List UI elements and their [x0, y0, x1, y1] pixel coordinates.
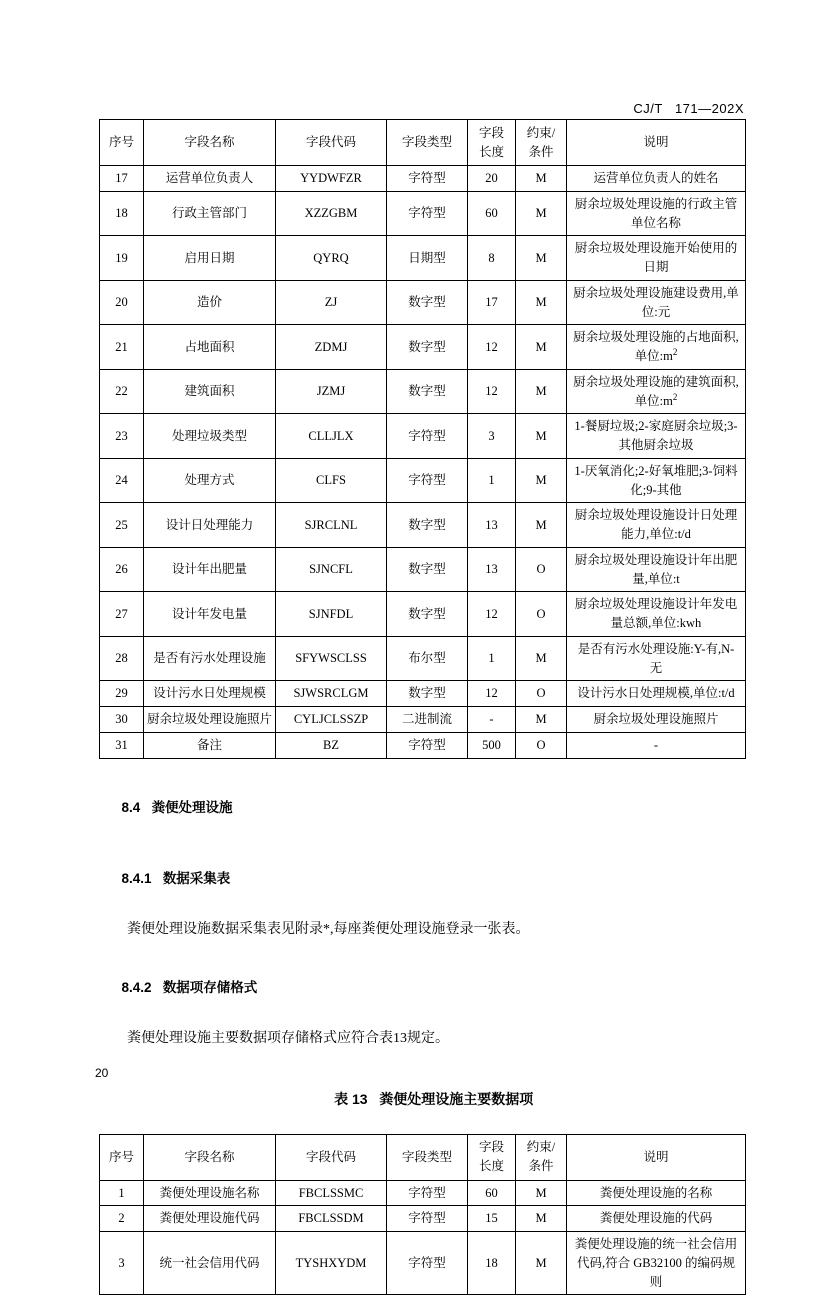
cell-constraint: M [516, 280, 567, 325]
cell-field-type: 二进制流 [387, 707, 468, 733]
caption-gap [368, 1091, 380, 1107]
cell-field-name: 统一社会信用代码 [144, 1232, 276, 1295]
cell-field-code: ZJ [276, 280, 387, 325]
cell-constraint: M [516, 503, 567, 548]
column-header-constraint [516, 1134, 567, 1180]
cell-field-code: FBCLSSMC [276, 1180, 387, 1206]
cell-description: - [567, 732, 746, 758]
column-header-field-length-line2: 长度 [471, 1157, 512, 1176]
column-header-seq: 序号 [100, 120, 144, 166]
section-number-8-4-2: 8.4.2 [122, 980, 152, 995]
cell-field-code: BZ [276, 732, 387, 758]
cell-field-type: 字符型 [387, 1232, 468, 1295]
section-title-8-4: 粪便处理设施 [152, 800, 233, 815]
cell-field-code: CLLJLX [276, 414, 387, 459]
table-13 [99, 1134, 746, 1295]
table-row [100, 1180, 746, 1206]
cell-seq: 27 [100, 592, 144, 637]
page-number: 20 [95, 1066, 108, 1080]
cell-seq: 21 [100, 325, 144, 370]
cell-seq: 18 [100, 191, 144, 236]
cell-field-type: 字符型 [387, 458, 468, 503]
cell-seq: 24 [100, 458, 144, 503]
cell-field-length: 12 [468, 681, 516, 707]
cell-field-code: SJNFDL [276, 592, 387, 637]
heading-gap-2 [152, 871, 163, 886]
column-header-field-length-line1: 字段 [471, 124, 512, 143]
running-header-standard-code: CJ/T 171—202X [633, 101, 744, 116]
column-header-constraint-line2: 条件 [519, 143, 563, 162]
cell-field-length: 13 [468, 547, 516, 592]
table-row [100, 236, 746, 281]
cell-constraint: M [516, 1180, 567, 1206]
heading-gap [140, 800, 151, 815]
cell-seq: 28 [100, 636, 144, 681]
cell-field-name: 建筑面积 [144, 369, 276, 414]
table-row [100, 1232, 746, 1295]
cell-field-code: CLFS [276, 458, 387, 503]
section-number-8-4: 8.4 [122, 800, 141, 815]
cell-field-code: YYDWFZR [276, 166, 387, 192]
table-row [100, 681, 746, 707]
table-12-continued [99, 119, 746, 759]
cell-field-length: 12 [468, 325, 516, 370]
table-row [100, 166, 746, 192]
cell-field-length: 15 [468, 1206, 516, 1232]
cell-field-name: 设计污水日处理规模 [144, 681, 276, 707]
cell-constraint: M [516, 1232, 567, 1295]
cell-field-name: 启用日期 [144, 236, 276, 281]
column-header-field-length-line2: 长度 [471, 143, 512, 162]
paragraph-8-4-2: 粪便处理设施主要数据项存储格式应符合表13规定。 [99, 1028, 745, 1049]
heading-gap-3 [152, 980, 163, 995]
column-header-field-name: 字段名称 [144, 1134, 276, 1180]
cell-field-type: 字符型 [387, 1180, 468, 1206]
cell-constraint: M [516, 707, 567, 733]
table-header-row [100, 120, 746, 166]
cell-seq: 2 [100, 1206, 144, 1232]
cell-field-code: SJRCLNL [276, 503, 387, 548]
cell-field-type: 字符型 [387, 414, 468, 459]
cell-field-name: 运营单位负责人 [144, 166, 276, 192]
column-header-constraint [516, 120, 567, 166]
cell-field-type: 数字型 [387, 369, 468, 414]
column-header-description: 说明 [567, 1134, 746, 1180]
cell-description: 是否有污水处理设施:Y-有,N-无 [567, 636, 746, 681]
cell-field-type: 数字型 [387, 503, 468, 548]
cell-field-length: 17 [468, 280, 516, 325]
table-row [100, 503, 746, 548]
cell-field-code: QYRQ [276, 236, 387, 281]
column-header-field-length-line1: 字段 [471, 1138, 512, 1157]
table-row [100, 369, 746, 414]
cell-constraint: M [516, 414, 567, 459]
cell-description: 厨余垃圾处理设施照片 [567, 707, 746, 733]
cell-field-length: 12 [468, 369, 516, 414]
cell-field-type: 数字型 [387, 325, 468, 370]
cell-field-name: 设计年出肥量 [144, 547, 276, 592]
section-title-8-4-2: 数据项存储格式 [163, 980, 258, 995]
cell-field-type: 字符型 [387, 1206, 468, 1232]
cell-field-code: ZDMJ [276, 325, 387, 370]
cell-description: 厨余垃圾处理设施的占地面积,单位$:m^2$ [567, 325, 746, 370]
cell-constraint: M [516, 1206, 567, 1232]
column-header-constraint-line1: 约束/ [519, 1138, 563, 1157]
table-header-row [100, 1134, 746, 1180]
cell-seq: 22 [100, 369, 144, 414]
cell-field-name: 占地面积 [144, 325, 276, 370]
table-row [100, 191, 746, 236]
table-row [100, 325, 746, 370]
cell-constraint: M [516, 458, 567, 503]
cell-field-code: SJNCFL [276, 547, 387, 592]
cell-field-name: 造价 [144, 280, 276, 325]
cell-field-code: TYSHXYDM [276, 1232, 387, 1295]
cell-constraint: M [516, 636, 567, 681]
column-header-field-code: 字段代码 [276, 120, 387, 166]
cell-field-type: 布尔型 [387, 636, 468, 681]
section-heading-8-4-1 [99, 852, 745, 902]
table-row [100, 636, 746, 681]
cell-field-code: JZMJ [276, 369, 387, 414]
column-header-field-length [468, 120, 516, 166]
cell-field-length: 8 [468, 236, 516, 281]
cell-field-code: SJWSRCLGM [276, 681, 387, 707]
cell-field-length: 1 [468, 458, 516, 503]
cell-field-type: 数字型 [387, 681, 468, 707]
cell-field-length: - [468, 707, 516, 733]
cell-field-length: 60 [468, 191, 516, 236]
cell-field-type: 数字型 [387, 280, 468, 325]
cell-constraint: M [516, 191, 567, 236]
cell-constraint: O [516, 592, 567, 637]
cell-seq: 31 [100, 732, 144, 758]
cell-field-length: 60 [468, 1180, 516, 1206]
cell-field-type: 日期型 [387, 236, 468, 281]
table-13-caption-title: 粪便处理设施主要数据项 [379, 1091, 533, 1107]
cell-description: 厨余垃圾处理设施建设费用,单位:元 [567, 280, 746, 325]
cell-field-type: 字符型 [387, 191, 468, 236]
table-13-caption [99, 1073, 745, 1125]
cell-field-length: 12 [468, 592, 516, 637]
cell-field-type: 数字型 [387, 547, 468, 592]
table-row [100, 1206, 746, 1232]
cell-description: 粪便处理设施的代码 [567, 1206, 746, 1232]
section-heading-8-4-2 [99, 961, 745, 1011]
cell-field-length: 20 [468, 166, 516, 192]
table-row [100, 547, 746, 592]
cell-field-name: 厨余垃圾处理设施照片 [144, 707, 276, 733]
column-header-field-type: 字段类型 [387, 1134, 468, 1180]
cell-seq: 3 [100, 1232, 144, 1295]
column-header-field-type: 字段类型 [387, 120, 468, 166]
cell-constraint: M [516, 166, 567, 192]
cell-field-name: 处理垃圾类型 [144, 414, 276, 459]
cell-description: 粪便处理设施的名称 [567, 1180, 746, 1206]
cell-constraint: M [516, 236, 567, 281]
table-row [100, 414, 746, 459]
cell-seq: 25 [100, 503, 144, 548]
cell-description: 1-厌氧消化;2-好氧堆肥;3-饲料化;9-其他 [567, 458, 746, 503]
cell-field-name: 是否有污水处理设施 [144, 636, 276, 681]
cell-seq: 30 [100, 707, 144, 733]
cell-description: 粪便处理设施的统一社会信用代码,符合 GB32100 的编码规则 [567, 1232, 746, 1295]
cell-seq: 23 [100, 414, 144, 459]
table-row [100, 707, 746, 733]
cell-description: 运营单位负责人的姓名 [567, 166, 746, 192]
cell-field-name: 设计日处理能力 [144, 503, 276, 548]
table-row [100, 458, 746, 503]
cell-description: 1-餐厨垃圾;2-家庭厨余垃圾;3-其他厨余垃圾 [567, 414, 746, 459]
cell-field-name: 设计年发电量 [144, 592, 276, 637]
cell-field-type: 数字型 [387, 592, 468, 637]
table-row [100, 592, 746, 637]
paragraph-8-4-1: 粪便处理设施数据采集表见附录*,每座粪便处理设施登录一张表。 [99, 919, 745, 940]
table-12-body [100, 166, 746, 759]
cell-description: 厨余垃圾处理设施开始使用的日期 [567, 236, 746, 281]
cell-seq: 20 [100, 280, 144, 325]
cell-field-name: 备注 [144, 732, 276, 758]
cell-field-length: 13 [468, 503, 516, 548]
cell-constraint: O [516, 732, 567, 758]
column-header-description: 说明 [567, 120, 746, 166]
cell-description: 厨余垃圾处理设施的建筑面积,单位$:m^2$ [567, 369, 746, 414]
cell-field-code: FBCLSSDM [276, 1206, 387, 1232]
cell-field-length: 3 [468, 414, 516, 459]
cell-description: 厨余垃圾处理设施设计年出肥量,单位:t [567, 547, 746, 592]
table-13-body [100, 1180, 746, 1295]
cell-field-length: 1 [468, 636, 516, 681]
cell-field-name: 行政主管部门 [144, 191, 276, 236]
column-header-constraint-line2: 条件 [519, 1157, 563, 1176]
table-row [100, 732, 746, 758]
cell-seq: 1 [100, 1180, 144, 1206]
cell-field-type: 字符型 [387, 732, 468, 758]
section-heading-8-4 [99, 781, 745, 831]
column-header-field-length [468, 1134, 516, 1180]
cell-seq: 26 [100, 547, 144, 592]
cell-seq: 29 [100, 681, 144, 707]
cell-seq: 19 [100, 236, 144, 281]
table-13-caption-label: 表 13 [334, 1091, 367, 1107]
column-header-field-name: 字段名称 [144, 120, 276, 166]
cell-field-type: 字符型 [387, 166, 468, 192]
cell-description: 厨余垃圾处理设施的行政主管单位名称 [567, 191, 746, 236]
table-row [100, 280, 746, 325]
cell-field-length: 18 [468, 1232, 516, 1295]
cell-field-length: 500 [468, 732, 516, 758]
cell-seq: 17 [100, 166, 144, 192]
cell-field-name: 粪便处理设施名称 [144, 1180, 276, 1206]
column-header-field-code: 字段代码 [276, 1134, 387, 1180]
section-title-8-4-1: 数据采集表 [163, 871, 231, 886]
cell-constraint: M [516, 369, 567, 414]
column-header-seq: 序号 [100, 1134, 144, 1180]
page-content [99, 119, 745, 1295]
cell-field-name: 粪便处理设施代码 [144, 1206, 276, 1232]
cell-constraint: O [516, 681, 567, 707]
cell-constraint: M [516, 325, 567, 370]
cell-description: 设计污水日处理规模,单位:t/d [567, 681, 746, 707]
section-number-8-4-1: 8.4.1 [122, 871, 152, 886]
cell-field-code: SFYWSCLSS [276, 636, 387, 681]
cell-field-name: 处理方式 [144, 458, 276, 503]
cell-field-code: CYLJCLSSZP [276, 707, 387, 733]
cell-constraint: O [516, 547, 567, 592]
cell-description: 厨余垃圾处理设施设计日处理能力,单位:t/d [567, 503, 746, 548]
cell-description: 厨余垃圾处理设施设计年发电量总额,单位:kwh [567, 592, 746, 637]
column-header-constraint-line1: 约束/ [519, 124, 563, 143]
cell-field-code: XZZGBM [276, 191, 387, 236]
